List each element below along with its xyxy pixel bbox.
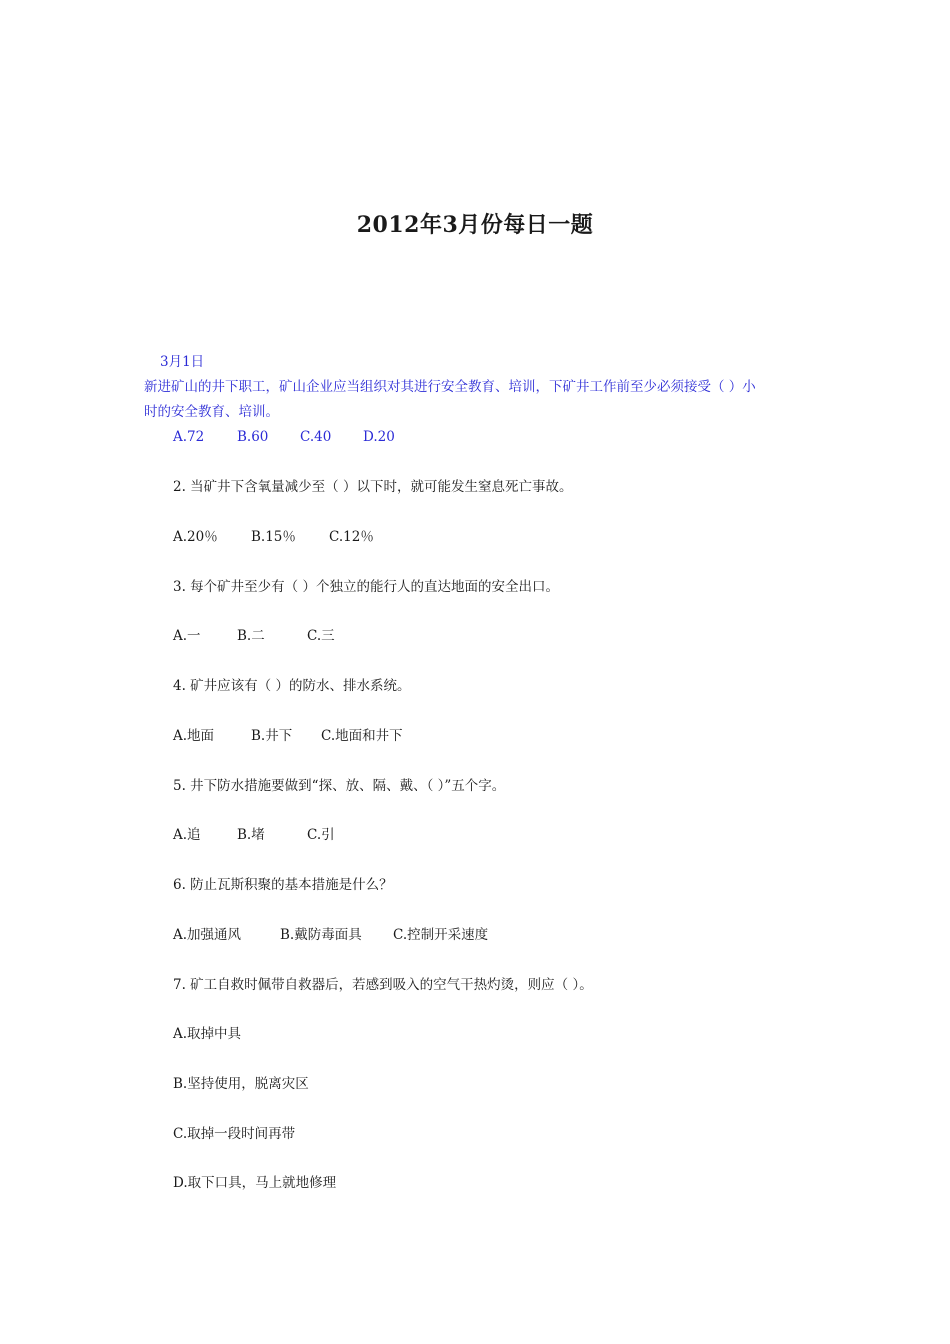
question-4-text: 4. 矿井应该有（ ）的防水、排水系统。 — [173, 678, 411, 694]
option-b: B.堵 — [237, 827, 265, 843]
question-6-text: 6. 防止瓦斯积聚的基本措施是什么？ — [173, 877, 393, 893]
option-d: D.20 — [363, 429, 395, 445]
question-1-text-line1: 新进矿山的井下职工，矿山企业应当组织对其进行安全教育、培训，下矿井工作前至少必须接受（ ）小 — [144, 379, 756, 395]
option-a: A.地面 — [173, 728, 215, 744]
option-c: C.40 — [300, 429, 332, 445]
option-c: C.地面和井下 — [321, 728, 403, 744]
option-c: C.引 — [307, 827, 335, 843]
question-2-text: 2. 当矿井下含氧量减少至（ ）以下时，就可能发生窒息死亡事故。 — [173, 479, 573, 495]
option-c: C.12％ — [329, 529, 374, 545]
option-a: A.追 — [173, 827, 201, 843]
option-a: A.72 — [173, 429, 205, 445]
option-c: C.三 — [307, 628, 335, 644]
document-title: 2012年3月份每日一题 — [356, 212, 594, 238]
question-1-text-line2: 时的安全教育、培训。 — [144, 404, 279, 420]
option-b: B.15％ — [251, 529, 296, 545]
question-7-option-a: A.取掉中具 — [173, 1026, 242, 1042]
option-a: A.一 — [173, 628, 201, 644]
question-1-date: 3月1日 — [160, 354, 205, 370]
option-b: B.60 — [237, 429, 269, 445]
question-7-option-d: D.取下口具，马上就地修理 — [173, 1175, 337, 1191]
option-a: A.20％ — [173, 529, 218, 545]
question-7-text: 7. 矿工自救时佩带自救器后，若感到吸入的空气干热灼烫，则应（ ）。 — [173, 977, 593, 993]
option-b: B.井下 — [251, 728, 293, 744]
question-7-option-c: C.取掉一段时间再带 — [173, 1126, 296, 1142]
question-7-option-b: B.坚持使用，脱离灾区 — [173, 1076, 309, 1092]
option-a: A.加强通风 — [173, 927, 242, 943]
option-b: B.戴防毒面具 — [280, 927, 362, 943]
question-3-text: 3. 每个矿井至少有（ ）个独立的能行人的直达地面的安全出口。 — [173, 579, 559, 595]
option-c: C.控制开采速度 — [393, 927, 489, 943]
question-5-text: 5. 井下防水措施要做到“探、放、隔、戴、（ ）”五个字。 — [173, 778, 506, 794]
option-b: B.二 — [237, 628, 265, 644]
